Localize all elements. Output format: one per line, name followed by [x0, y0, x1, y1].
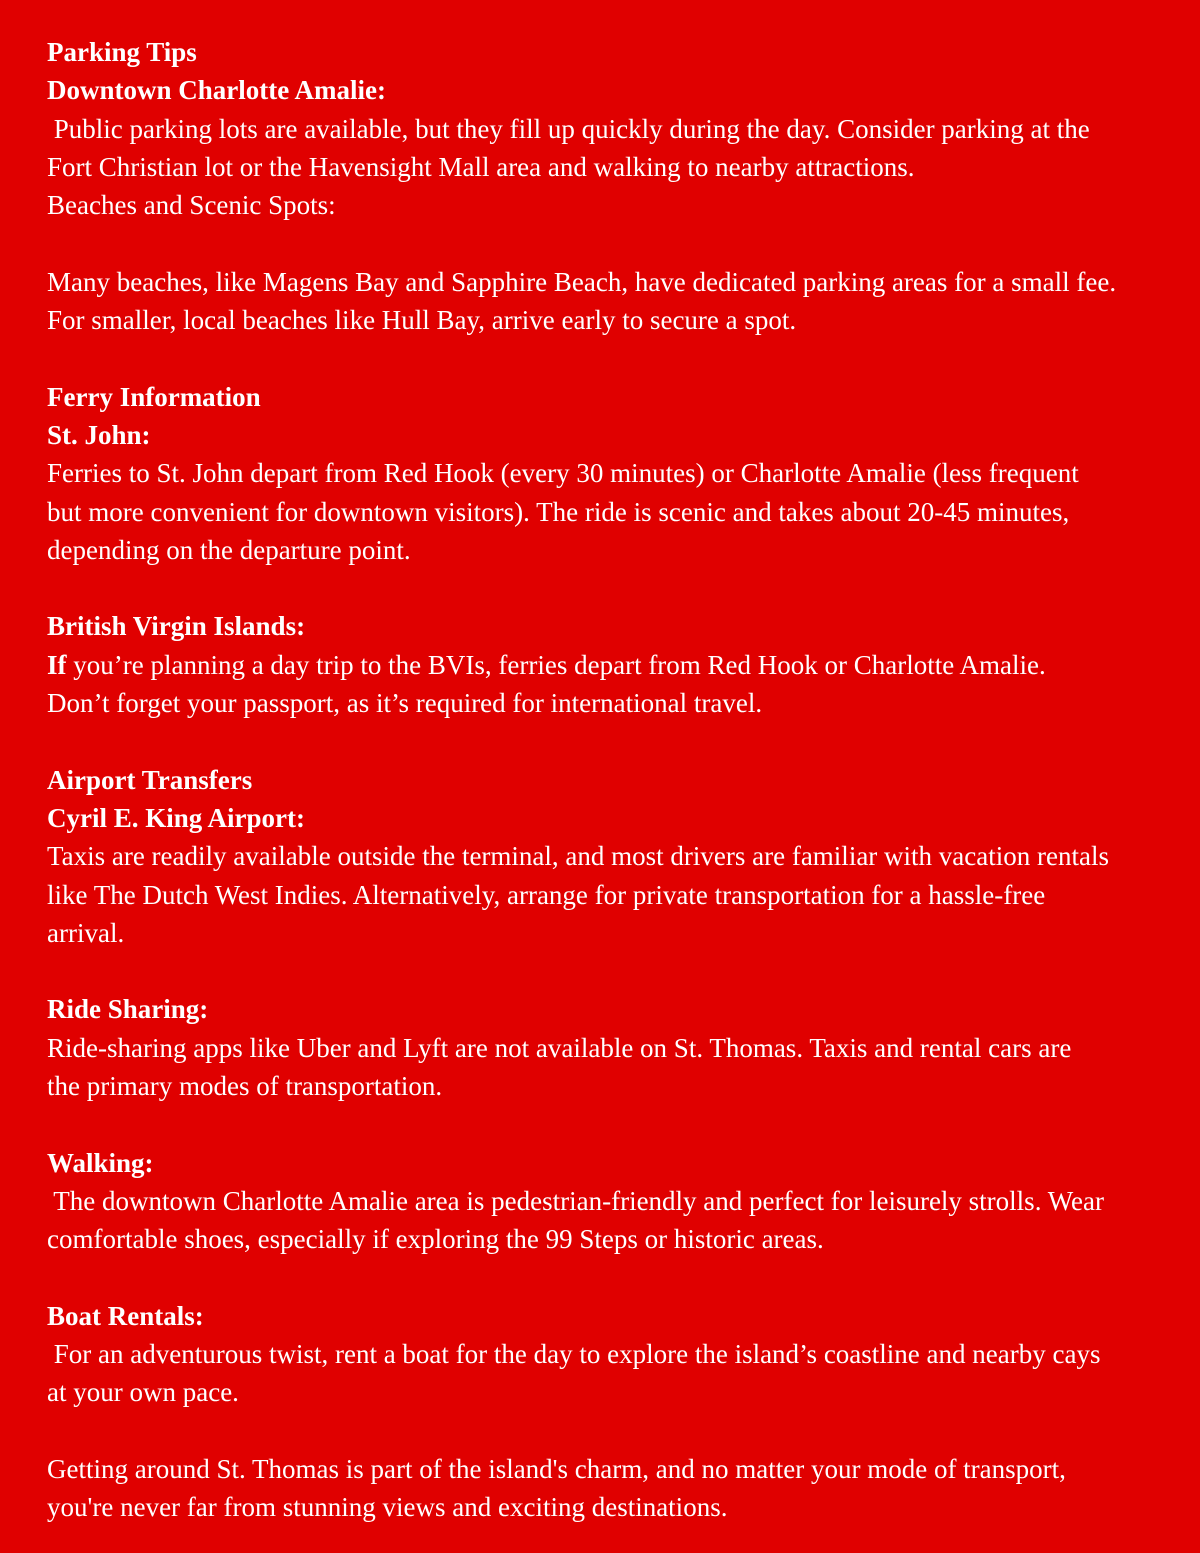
ride-sharing-text-line: Ride-sharing apps like Uber and Lyft are not available on St. Thomas. Taxis and rental cars are: [47, 1032, 1072, 1063]
spacer: [47, 569, 1180, 607]
walking-text-line: The downtown Charlotte Amalie area is pedestrian-friendly and perfect for leisurely strolls. Wear: [47, 1185, 1104, 1216]
downtown-title: Downtown Charlotte Amalie:: [47, 75, 386, 106]
cyril-text-line: arrival.: [47, 917, 125, 948]
closing-text-line: Getting around St. Thomas is part of the island's charm, and no matter your mode of transport,: [47, 1453, 1066, 1484]
beaches-title: Beaches and Scenic Spots:: [47, 190, 336, 221]
ride-sharing-title: Ride Sharing:: [47, 994, 209, 1025]
stjohn-text-line: but more convenient for downtown visitors). The ride is scenic and takes about 20-45 minutes,: [47, 496, 1070, 527]
spacer: [47, 224, 1180, 262]
ferry-heading: Ferry Information: [47, 381, 261, 412]
stjohn-text-line: depending on the departure point.: [47, 534, 411, 565]
bvi-text-line: [47, 646, 1180, 684]
bvi-text-line: Don’t forget your passport, as it’s required for international travel.: [47, 688, 763, 719]
bvi-title: British Virgin Islands:: [47, 611, 306, 642]
ride-sharing-text-line: the primary modes of transportation.: [47, 1071, 443, 1102]
airport-heading: Airport Transfers: [47, 764, 253, 795]
cyril-title: Cyril E. King Airport:: [47, 802, 305, 833]
cyril-text-line: Taxis are readily available outside the terminal, and most drivers are familiar with vacation rentals: [47, 841, 1109, 872]
boat-text-line: For an adventurous twist, rent a boat for the day to explore the island’s coastline and nearby cays: [47, 1339, 1101, 1370]
downtown-text-line: Public parking lots are available, but they fill up quickly during the day. Consider parking at the: [47, 113, 1090, 144]
stjohn-text-line: Ferries to St. John depart from Red Hook (every 30 minutes) or Charlotte Amalie (less frequent: [47, 458, 1079, 489]
beaches-text-line: For smaller, local beaches like Hull Bay, arrive early to secure a spot.: [47, 305, 797, 336]
walking-title: Walking:: [47, 1147, 154, 1178]
parking-heading: Parking Tips: [47, 37, 197, 67]
beaches-text-line: Many beaches, like Magens Bay and Sapphire Beach, have dedicated parking areas for a small fee.: [47, 266, 1117, 297]
spacer: [47, 339, 1180, 377]
stjohn-title: St. John:: [47, 419, 151, 450]
downtown-text-line: Fort Christian lot or the Havensight Mall area and walking to nearby attractions.: [47, 151, 915, 182]
spacer: [47, 1412, 1180, 1450]
closing-text-line: you're never far from stunning views and exciting destinations.: [47, 1492, 728, 1523]
boat-text-line: at your own pace.: [47, 1377, 239, 1408]
cyril-text-line: like The Dutch West Indies. Alternatively, arrange for private transportation for a hassle-free: [47, 879, 1046, 910]
bvi-bold-lead: If: [47, 649, 74, 680]
bvi-text-rest: you’re planning a day trip to the BVIs, ferries depart from Red Hook or Charlotte Amalie.: [73, 649, 1046, 680]
spacer: [47, 952, 1180, 990]
walking-text-line: comfortable shoes, especially if exploring the 99 Steps or historic areas.: [47, 1224, 824, 1255]
boat-title: Boat Rentals:: [47, 1300, 204, 1331]
spacer: [47, 722, 1180, 760]
spacer: [47, 1259, 1180, 1297]
spacer: [47, 1105, 1180, 1143]
